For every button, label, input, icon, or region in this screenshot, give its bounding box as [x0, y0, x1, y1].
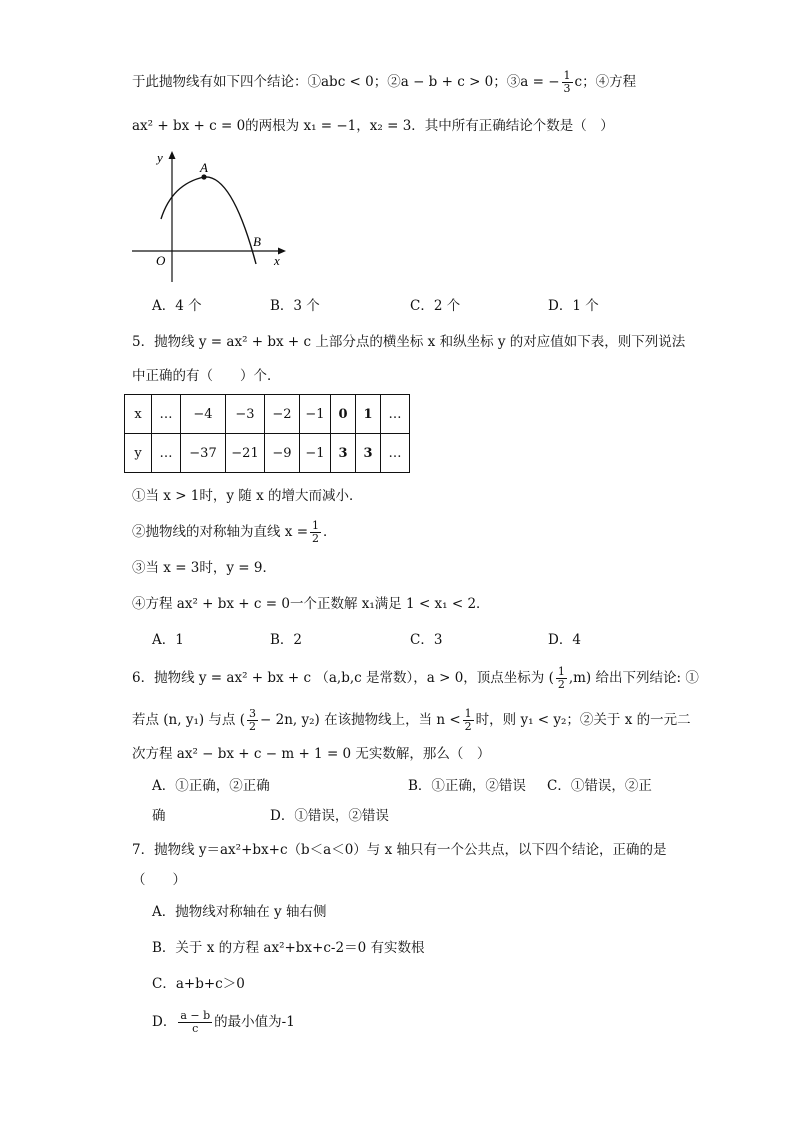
q6-n-fraction	[463, 708, 474, 733]
q4-frac-den: 3	[563, 82, 571, 95]
table-cell: −1	[300, 395, 331, 434]
table-row-x	[125, 395, 410, 434]
q6-frac3-den: 2	[464, 720, 472, 733]
q5-s2-tail: ．	[323, 524, 337, 540]
vertex-point-a	[201, 174, 206, 179]
table-cell: x	[125, 395, 152, 434]
q5-statement-4: ④方程 ax² + bx + c = 0一个正数解 x₁满足 1 < x₁ < 2．	[132, 596, 490, 612]
q6-option-c[interactable]: C．①错误，②正	[547, 778, 652, 794]
label-x: x	[274, 253, 280, 268]
q5-option-d[interactable]: D．4	[548, 632, 581, 648]
q7-option-d-tail: 的最小值为-1	[214, 1014, 295, 1030]
table-cell: y	[125, 434, 152, 473]
table-cell: …	[381, 395, 410, 434]
q6-option-d[interactable]: D．①错误，②错误	[270, 808, 389, 824]
table-cell: −4	[181, 395, 226, 434]
q6-frac2-num: 3	[249, 707, 256, 720]
q4-option-b[interactable]: B．3 个	[270, 298, 320, 314]
table-cell: …	[381, 434, 410, 473]
table-cell: 0	[331, 395, 356, 434]
q4-option-a[interactable]: A．4 个	[152, 298, 202, 314]
q5-line1: 5．抛物线 y = ax² + bx + c 上部分点的横坐标 x 和纵坐标 y 的对应值如下表，则下列说法	[132, 334, 686, 350]
q5-s2-den: 2	[312, 532, 320, 545]
q5-line2: 中正确的有（ ）个．	[132, 368, 281, 384]
table-cell: …	[152, 434, 181, 473]
q7-option-c[interactable]: C．a+b+c＞0	[152, 976, 245, 992]
q4-fraction	[562, 70, 573, 95]
q4-parabola-graph	[128, 146, 298, 286]
q5-s2-fraction	[310, 520, 321, 545]
q7-option-b[interactable]: B．关于 x 的方程 ax²+bx+c-2＝0 有实数根	[152, 940, 425, 956]
q5-option-b[interactable]: B．2	[270, 632, 303, 648]
label-o: O	[156, 253, 166, 268]
q4-option-c[interactable]: C．2 个	[410, 298, 461, 314]
q7-frac-den: c	[192, 1022, 199, 1035]
table-row-y	[125, 434, 410, 473]
q6-line1-text: 6．抛物线 y = ax² + bx + c （a,b,c 是常数），a > 0，顶点坐标为 (	[132, 670, 554, 686]
q7-option-d-fraction	[178, 1010, 212, 1035]
label-y: y	[157, 150, 163, 165]
q5-statement-3: ③当 x = 3时，y = 9．	[132, 560, 276, 576]
q6-frac-den: 2	[557, 678, 565, 691]
q6-option-a[interactable]: A．①正确，②正确	[152, 778, 270, 794]
q4-option-d[interactable]: D．1 个	[548, 298, 599, 314]
table-cell: 1	[356, 395, 381, 434]
table-cell: −37	[181, 434, 226, 473]
q5-s2-num: 1	[312, 519, 320, 532]
q6-line1-tail: ,m) 给出下列结论: ①	[568, 670, 699, 686]
q4-line1-text: 于此抛物线有如下四个结论：①abc < 0；②a − b + c > 0；③a = −	[132, 74, 560, 90]
q7-option-a[interactable]: A．抛物线对称轴在 y 轴右侧	[152, 904, 327, 920]
table-cell: …	[152, 395, 181, 434]
q7-frac-num: a − b	[180, 1009, 211, 1022]
q6-frac-num: 1	[557, 665, 565, 678]
q6-line2-mid: − 2n, y₂) 在该抛物线上，当 n <	[260, 712, 461, 728]
q6-line3: 次方程 ax² − bx + c − m + 1 = 0 无实数解，那么（ ）	[132, 746, 491, 762]
q7-option-d-label: D．	[152, 1014, 177, 1030]
q4-line1-tail: c；④方程	[574, 74, 637, 90]
q5-s2-text: ②抛物线的对称轴为直线 x =	[132, 524, 309, 540]
q6-option-b[interactable]: B．①正确，②错误	[408, 778, 526, 794]
q6-line2	[132, 708, 691, 733]
table-cell: 3	[356, 434, 381, 473]
q6-line1	[132, 666, 699, 691]
table-cell: 3	[331, 434, 356, 473]
q6-frac2-den: 2	[249, 720, 256, 733]
q5-option-a[interactable]: A．1	[152, 632, 184, 648]
q5-option-c[interactable]: C．3	[410, 632, 443, 648]
q4-frac-num: 1	[563, 69, 571, 82]
q6-vertex-fraction	[556, 666, 567, 691]
q6-frac3-num: 1	[464, 707, 472, 720]
q5-statement-1: ①当 x > 1时，y 随 x 的增大而减小．	[132, 488, 363, 504]
table-cell: −3	[226, 395, 265, 434]
q5-statement-2	[132, 520, 337, 545]
table-cell: −21	[226, 434, 265, 473]
q6-option-c-wrap: 确	[152, 808, 166, 824]
label-a: A	[200, 160, 208, 175]
q6-line2-text: 若点 (n, y₁) 与点 (	[132, 712, 245, 728]
q5-value-table	[124, 394, 410, 473]
table-cell: −9	[265, 434, 300, 473]
q4-line1	[132, 70, 636, 95]
q7-line2: （ ）	[132, 872, 186, 888]
q6-point-fraction	[247, 708, 258, 733]
q6-line2-tail: 时，则 y₁ < y₂；②关于 x 的一元二	[475, 712, 691, 728]
q7-line1: 7．抛物线 y＝ax²+bx+c（b＜a＜0）与 x 轴只有一个公共点，以下四个结论，正确的是	[132, 842, 667, 858]
y-axis-arrow	[169, 151, 176, 159]
table-cell: −1	[300, 434, 331, 473]
q7-option-d[interactable]	[152, 1010, 295, 1035]
table-cell: −2	[265, 395, 300, 434]
label-b: B	[253, 234, 261, 249]
q4-line2: ax² + bx + c = 0的两根为 x₁ = −1，x₂ = 3．其中所有正确结论个数是（ ）	[132, 118, 614, 134]
